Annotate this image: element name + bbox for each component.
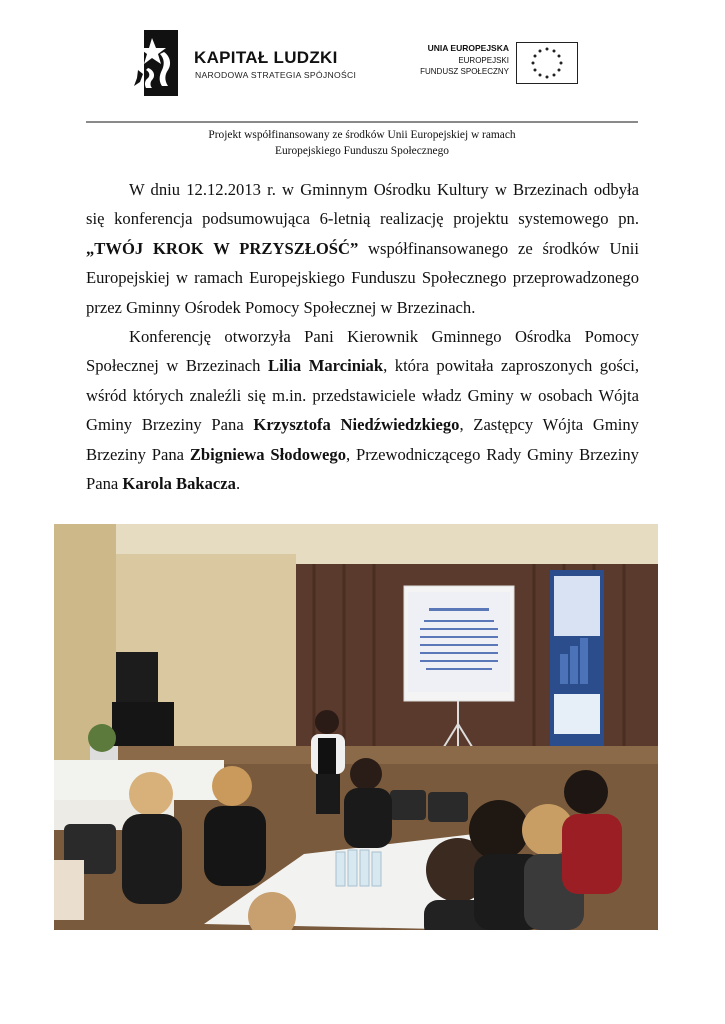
p2-text-e: , Przewodniczącego Rady Gminy Brzeziny Pana <box>86 444 639 494</box>
conference-photo-illustration <box>54 524 658 930</box>
article-body <box>86 175 639 498</box>
person-name-1: Lilia Marciniak <box>268 356 384 376</box>
conference-photo <box>54 524 658 930</box>
eu-logo <box>420 42 585 88</box>
cofinancing-line1: Projekt współfinansowany ze środków Unii Europejskiej w ramach <box>208 129 516 141</box>
logo-subtitle: NARODOWA STRATEGIA SPÓJNOŚCI <box>195 70 357 80</box>
p1-text-c: współfinansowanego ze środków Unii Europejskiej w ramach Europejskiego Funduszu Społecznego przeprowadzonego przez Gminny Ośrodek Pomocy Społecznej w Brzezinach. <box>86 238 639 317</box>
kapital-ludzki-logo <box>134 30 357 98</box>
project-name: „TWÓJ KROK W PRZYSZŁOŚĆ” <box>86 238 359 258</box>
eu-logo-line3: FUNDUSZ SPOŁECZNY <box>420 67 509 76</box>
header-divider <box>86 121 638 123</box>
eu-logo-line1: UNIA EUROPEJSKA <box>427 43 509 53</box>
p2-text-a: Konferencję otworzyła Pani Kierownik Gminnego Ośrodka Pomocy Społecznej w Brzezinach <box>86 327 639 376</box>
logo-title: KAPITAŁ LUDZKI <box>194 48 338 67</box>
eu-logo-line2: EUROPEJSKI <box>458 56 509 65</box>
person-name-3: Zbigniewa Słodowego <box>189 444 347 464</box>
p1-text-a: W dniu 12.12.2013 r. w Gminnym Ośrodku Kultury w Brzezinach odbyła się konferencja podsumowująca 6-letnią realizację projektu systemowego pn. <box>86 180 639 229</box>
person-name-2: Krzysztofa Niedźwiedzkiego <box>253 415 460 435</box>
paragraph-2 <box>86 322 639 498</box>
eu-flag-icon <box>516 42 578 84</box>
p2-text-f: . <box>235 474 241 494</box>
person-name-4: Karola Bakacza <box>122 474 236 494</box>
human-capital-logo-icon <box>134 30 180 96</box>
paragraph-1 <box>86 175 639 322</box>
p2-text-d: , Zastępcy Wójta Gminy Brzeziny Pana <box>86 415 639 464</box>
p2-text-c: , która powitała zaproszonych gości, wśród których znaleźli się m.in. przedstawiciele władz Gminy w osobach Wójta Gminy Brzeziny Pana <box>86 356 639 435</box>
cofinancing-note <box>86 127 638 159</box>
cofinancing-line2: Europejskiego Funduszu Społecznego <box>275 145 449 157</box>
